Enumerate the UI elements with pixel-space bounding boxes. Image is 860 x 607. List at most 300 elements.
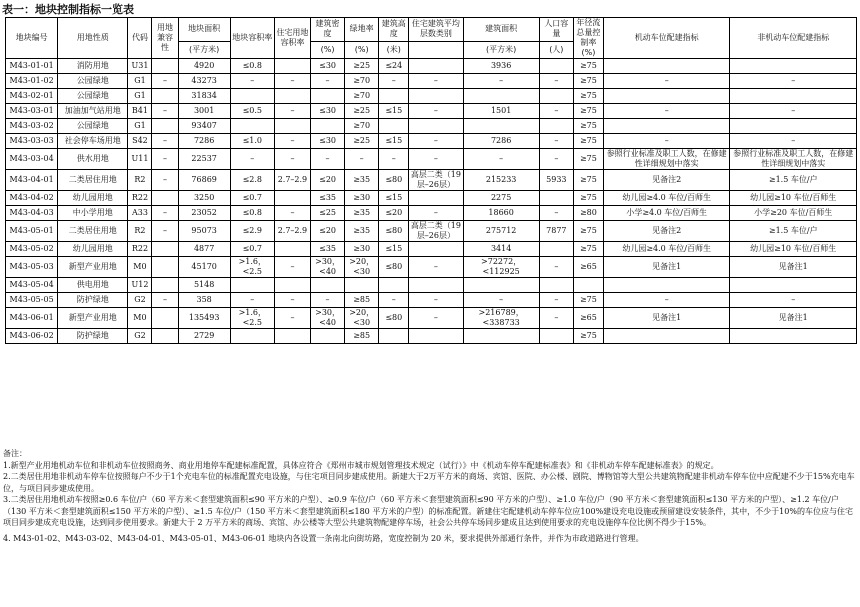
cell-id: M43-03-03 — [6, 134, 58, 149]
cell-area: 135493 — [178, 308, 230, 329]
cell-compat — [152, 242, 178, 257]
cell-green: ≥35 — [345, 170, 379, 191]
cell-far: ≤2.9 — [230, 221, 274, 242]
header-area-unit: (平方米) — [178, 41, 230, 58]
cell-code: G2 — [128, 293, 152, 308]
cell-use: 幼儿园用地 — [58, 191, 128, 206]
header-height-unit: (米) — [379, 41, 409, 58]
cell-motor — [603, 329, 729, 344]
cell-area: 2729 — [178, 329, 230, 344]
cell-id: M43-01-02 — [6, 74, 58, 89]
cell-density: ≤20 — [311, 221, 345, 242]
cell-use: 社会停车场用地 — [58, 134, 128, 149]
cell-floors: – — [409, 257, 463, 278]
cell-compat — [152, 329, 178, 344]
cell-rfar: – — [274, 206, 310, 221]
cell-motor — [603, 59, 729, 74]
cell-floors — [409, 119, 463, 134]
cell-area: 7286 — [178, 134, 230, 149]
cell-area: 4920 — [178, 59, 230, 74]
cell-nonmotor: 参照行业标准及职工人数，在修建性详细规划中落实 — [730, 149, 857, 170]
cell-id: M43-04-02 — [6, 191, 58, 206]
cell-nonmotor: 幼儿园≥10 车位/百师生 — [730, 242, 857, 257]
cell-motor: 幼儿园≥4.0 车位/百师生 — [603, 191, 729, 206]
cell-motor: – — [603, 134, 729, 149]
cell-compat: – — [152, 74, 178, 89]
cell-compat: – — [152, 206, 178, 221]
cell-floors: – — [409, 134, 463, 149]
cell-green: ≥25 — [345, 104, 379, 119]
cell-height — [379, 119, 409, 134]
cell-height: – — [379, 293, 409, 308]
cell-use: 公园绿地 — [58, 119, 128, 134]
header-green-unit: (%) — [345, 41, 379, 58]
cell-nonmotor — [730, 59, 857, 74]
cell-runoff: ≥75 — [573, 170, 603, 191]
cell-compat: – — [152, 170, 178, 191]
cell-rfar: – — [274, 134, 310, 149]
table-row — [6, 221, 857, 242]
cell-farea: 275712 — [463, 221, 539, 242]
header-land-use: 用地性质 — [58, 18, 128, 59]
cell-id: M43-02-01 — [6, 89, 58, 104]
cell-nonmotor: ≥1.5 车位/户 — [730, 170, 857, 191]
cell-rfar: – — [274, 74, 310, 89]
cell-height: ≤15 — [379, 191, 409, 206]
cell-motor — [603, 119, 729, 134]
cell-far: >1.6，<2.5 — [230, 257, 274, 278]
header-density-unit: (%) — [311, 41, 345, 58]
cell-id: M43-05-05 — [6, 293, 58, 308]
cell-motor — [603, 278, 729, 293]
cell-pop — [539, 242, 573, 257]
cell-far: – — [230, 149, 274, 170]
cell-code: M0 — [128, 308, 152, 329]
cell-nonmotor: – — [730, 134, 857, 149]
cell-motor: – — [603, 104, 729, 119]
cell-height: ≤15 — [379, 242, 409, 257]
cell-compat — [152, 59, 178, 74]
table-row — [6, 278, 857, 293]
cell-pop: – — [539, 104, 573, 119]
cell-farea: – — [463, 149, 539, 170]
cell-farea: – — [463, 74, 539, 89]
cell-green: ≥25 — [345, 59, 379, 74]
cell-rfar: – — [274, 293, 310, 308]
note-3: 3.二类居住用地机动车按照≥0.6 车位/户（60 平方米＜套型建筑面积≤90 平方米的户型）、≥0.9 车位/户（60 平方米＜套型建筑面积≤90 平方米的户型）、≥1.0 车位/户（90 平方米＜套型建筑面积≤130 平方米的户型）、≥1.2 车位/户（130 平方米＜套型建筑面积≤150 平方米的户型）、≥1.5 车位/户（150 平方米＜套型建筑面积≤180 平方米的户型）的标准配置。新建住宅配建机动车停车位应100%建设充电设施或预留建设安装条件，其中，不少于10%的车位应与住宅项目同步建成充电设施，达到同步使用要求。新建大于 2 万平方米的商场、宾馆、办公楼等大型公共建筑物配建停车场，社会公共停车场同步建成且达到使用要求的充电设施停车位比例不得少于15%。 — [3, 495, 853, 527]
cell-use: 二类居住用地 — [58, 221, 128, 242]
cell-density: ≤20 — [311, 170, 345, 191]
cell-motor: 见备注1 — [603, 308, 729, 329]
cell-green: ≥30 — [345, 242, 379, 257]
cell-id: M43-04-03 — [6, 206, 58, 221]
cell-compat — [152, 191, 178, 206]
cell-floors: 高层二类（19层–26层） — [410, 170, 461, 189]
cell-id: M43-05-02 — [6, 242, 58, 257]
cell-area: 95073 — [178, 221, 230, 242]
cell-code: S42 — [128, 134, 152, 149]
header-area: 地块面积 — [178, 18, 230, 42]
cell-runoff: ≥75 — [573, 242, 603, 257]
cell-height: ≤24 — [379, 59, 409, 74]
cell-compat: – — [152, 104, 178, 119]
cell-code: R22 — [128, 242, 152, 257]
cell-floors — [409, 329, 463, 344]
cell-area: 3250 — [178, 191, 230, 206]
table-row — [6, 89, 857, 104]
table-row — [6, 242, 857, 257]
cell-area: 23052 — [178, 206, 230, 221]
cell-runoff: ≥75 — [573, 119, 603, 134]
cell-id: M43-06-01 — [6, 308, 58, 329]
cell-code: G2 — [128, 329, 152, 344]
cell-floors: – — [409, 293, 463, 308]
cell-pop: – — [539, 257, 573, 278]
cell-area: 76869 — [178, 170, 230, 191]
cell-far — [230, 278, 274, 293]
cell-floors: – — [409, 74, 463, 89]
cell-pop — [539, 59, 573, 74]
cell-pop: – — [539, 149, 573, 170]
cell-pop — [539, 119, 573, 134]
cell-green — [345, 278, 379, 293]
cell-density: – — [311, 149, 345, 170]
cell-rfar — [274, 278, 310, 293]
cell-far: ≤0.5 — [230, 104, 274, 119]
cell-use: 供电用地 — [58, 278, 128, 293]
cell-farea — [463, 119, 539, 134]
cell-runoff: ≥65 — [573, 257, 603, 278]
cell-motor: – — [603, 293, 729, 308]
cell-height — [379, 89, 409, 104]
cell-use: 加油加气站用地 — [58, 104, 128, 119]
cell-use: 防护绿地 — [58, 329, 128, 344]
cell-density: ≤30 — [311, 59, 345, 74]
cell-farea: – — [463, 293, 539, 308]
cell-code: R2 — [128, 170, 152, 191]
cell-green: ≥30 — [345, 191, 379, 206]
table-row — [6, 206, 857, 221]
cell-floors: – — [409, 104, 463, 119]
table-row — [6, 170, 857, 191]
cell-area: 31834 — [178, 89, 230, 104]
table-row — [6, 104, 857, 119]
cell-green: >20，<30 — [345, 308, 379, 329]
cell-compat — [152, 308, 178, 329]
cell-nonmotor: – — [730, 104, 857, 119]
cell-code: A33 — [128, 206, 152, 221]
cell-compat — [152, 89, 178, 104]
table-row — [6, 134, 857, 149]
cell-code: U11 — [128, 149, 152, 170]
cell-density: ≤35 — [311, 191, 345, 206]
cell-rfar — [274, 89, 310, 104]
cell-far — [230, 329, 274, 344]
note-title: 备注： — [3, 449, 27, 458]
cell-density: >30，<40 — [311, 257, 345, 278]
cell-height — [379, 278, 409, 293]
cell-id: M43-03-02 — [6, 119, 58, 134]
cell-farea — [463, 89, 539, 104]
cell-nonmotor: – — [730, 74, 857, 89]
cell-use: 供水用地 — [58, 149, 128, 170]
cell-far: ≤2.8 — [230, 170, 274, 191]
cell-use: 幼儿园用地 — [58, 242, 128, 257]
cell-code: B41 — [128, 104, 152, 119]
cell-nonmotor: 幼儿园≥10 车位/百师生 — [730, 191, 857, 206]
cell-runoff: ≥75 — [573, 221, 603, 242]
cell-use: 公园绿地 — [58, 89, 128, 104]
cell-nonmotor: 小学≥20 车位/百师生 — [730, 206, 857, 221]
cell-height: ≤80 — [379, 170, 409, 191]
cell-green: ≥70 — [345, 74, 379, 89]
cell-density: ≤30 — [311, 104, 345, 119]
cell-runoff: ≥80 — [573, 206, 603, 221]
cell-floors — [409, 89, 463, 104]
header-green: 绿地率 — [345, 18, 379, 42]
cell-green: ≥70 — [345, 119, 379, 134]
cell-runoff: ≥75 — [573, 59, 603, 74]
cell-id: M43-04-01 — [6, 170, 58, 191]
cell-area: 45170 — [178, 257, 230, 278]
cell-far — [230, 119, 274, 134]
cell-nonmotor: 见备注1 — [730, 308, 857, 329]
cell-nonmotor: ≥1.5 车位/户 — [730, 221, 857, 242]
cell-id: M43-01-01 — [6, 59, 58, 74]
cell-green: ≥35 — [345, 206, 379, 221]
cell-pop — [539, 191, 573, 206]
cell-pop: – — [539, 206, 573, 221]
cell-runoff: ≥75 — [573, 191, 603, 206]
cell-far: ≤0.7 — [230, 191, 274, 206]
header-floor-area: 建筑面积 — [463, 18, 539, 42]
cell-use: 新型产业用地 — [58, 308, 128, 329]
cell-far: – — [230, 74, 274, 89]
cell-far: – — [230, 293, 274, 308]
cell-area: 3001 — [178, 104, 230, 119]
cell-green: ≥70 — [345, 89, 379, 104]
cell-code: M0 — [128, 257, 152, 278]
cell-rfar — [274, 191, 310, 206]
header-population-unit: (人) — [539, 41, 573, 58]
header-motor: 机动车位配建指标 — [603, 18, 729, 59]
cell-rfar: – — [274, 257, 310, 278]
cell-farea: 215233 — [463, 170, 539, 191]
cell-area: 358 — [178, 293, 230, 308]
cell-rfar — [274, 242, 310, 257]
cell-nonmotor — [730, 278, 857, 293]
cell-floors: – — [409, 149, 463, 170]
cell-height: – — [379, 74, 409, 89]
cell-compat — [152, 119, 178, 134]
note-1: 1.新型产业用地机动车位和非机动车位按照商务、商业用地停车配建标准配置，具体应符合《郑州市城市规划管理技术规定（试行）》中《机动车停车配建标准表》和《非机动车停车配建标准表》的规定。 — [3, 460, 719, 470]
cell-area: 4877 — [178, 242, 230, 257]
cell-use: 二类居住用地 — [58, 170, 128, 191]
cell-pop: – — [539, 134, 573, 149]
cell-code: G1 — [128, 74, 152, 89]
cell-rfar: – — [274, 308, 310, 329]
cell-far: ≤0.8 — [230, 206, 274, 221]
cell-farea — [463, 329, 539, 344]
table-row — [6, 59, 857, 74]
note-2: 2.二类居住用地非机动车停车位按照每户不少于1个充电车位的标准配置充电设施，与住宅项目同步建成使用。新建大于2万平方米的商场、宾馆、医院、办公楼、剧院、博物馆等大型公共建筑物配建非机动车停车位中应配建不少于15%充电车位，与项目同步建成使用。 — [3, 472, 855, 493]
cell-use: 中小学用地 — [58, 206, 128, 221]
cell-rfar — [274, 329, 310, 344]
cell-density: – — [311, 293, 345, 308]
cell-id: M43-05-03 — [6, 257, 58, 278]
cell-density — [311, 278, 345, 293]
header-far: 地块容积率 — [230, 18, 274, 59]
cell-pop: – — [539, 308, 573, 329]
cell-code: U31 — [128, 59, 152, 74]
header-res-far: 住宅用地容积率 — [274, 18, 310, 59]
cell-pop: 5933 — [539, 170, 573, 191]
cell-farea: >216789，<338733 — [463, 308, 539, 329]
table-row — [6, 257, 857, 278]
cell-height: ≤20 — [379, 206, 409, 221]
table-row — [6, 329, 857, 344]
cell-use: 消防用地 — [58, 59, 128, 74]
cell-area: 22537 — [178, 149, 230, 170]
cell-runoff: ≥75 — [573, 104, 603, 119]
cell-density: ≤25 — [311, 206, 345, 221]
note-4: 4. M43-01-02、M43-03-02、M43-04-01、M43-05-01、M43-06-01 地块内各设置一条南北向街坊路，宽度控制为 20 米，要求提供外部通行条件，并作为市政道路进行管理。 — [3, 533, 644, 543]
cell-far: ≤0.7 — [230, 242, 274, 257]
header-nonmotor: 非机动车位配建指标 — [730, 18, 857, 59]
cell-code: R2 — [128, 221, 152, 242]
header-height: 建筑高度 — [379, 18, 409, 42]
cell-runoff: ≥75 — [573, 149, 603, 170]
header-density: 建筑密度 — [311, 18, 345, 42]
cell-green: ≥85 — [345, 293, 379, 308]
cell-area: 5148 — [178, 278, 230, 293]
cell-density — [311, 89, 345, 104]
cell-height: ≤15 — [379, 134, 409, 149]
cell-area: 93407 — [178, 119, 230, 134]
header-floor-area-unit: (平方米) — [463, 41, 539, 58]
cell-farea: 18660 — [463, 206, 539, 221]
header-res-floors-blank — [409, 41, 463, 58]
header-res-floors: 住宅建筑平均层数类别 — [409, 18, 463, 42]
cell-compat: – — [152, 149, 178, 170]
cell-farea — [463, 278, 539, 293]
cell-compat: – — [152, 221, 178, 242]
cell-farea: 7286 — [463, 134, 539, 149]
cell-use: 公园绿地 — [58, 74, 128, 89]
cell-rfar: 2.7–2.9 — [274, 170, 310, 191]
cell-green: ≥35 — [345, 221, 379, 242]
cell-area: 43273 — [178, 74, 230, 89]
cell-height: – — [379, 149, 409, 170]
cell-motor: 小学≥4.0 车位/百师生 — [603, 206, 729, 221]
header-population: 人口容量 — [539, 18, 573, 42]
cell-density: ≤35 — [311, 242, 345, 257]
cell-id: M43-05-01 — [6, 221, 58, 242]
cell-pop: – — [539, 74, 573, 89]
cell-use: 新型产业用地 — [58, 257, 128, 278]
cell-id: M43-06-02 — [6, 329, 58, 344]
cell-far: ≤1.0 — [230, 134, 274, 149]
cell-runoff — [573, 278, 603, 293]
cell-rfar: 2.7–2.9 — [274, 221, 310, 242]
cell-floors — [409, 242, 463, 257]
cell-runoff: ≥75 — [573, 329, 603, 344]
cell-farea: 1501 — [463, 104, 539, 119]
cell-runoff: ≥75 — [573, 74, 603, 89]
cell-motor: 参照行业标准及职工人数，在修建性详细规划中落实 — [603, 149, 729, 170]
cell-height: ≤80 — [379, 308, 409, 329]
cell-farea: >72272，<112925 — [463, 257, 539, 278]
cell-pop: 7877 — [539, 221, 573, 242]
cell-motor — [603, 89, 729, 104]
cell-density: – — [311, 74, 345, 89]
cell-density: >30，<40 — [311, 308, 345, 329]
cell-pop — [539, 329, 573, 344]
cell-id: M43-05-04 — [6, 278, 58, 293]
cell-runoff: ≥65 — [573, 308, 603, 329]
cell-compat: – — [152, 134, 178, 149]
header-compatible: 用地兼容性 — [152, 18, 178, 59]
cell-code: U12 — [128, 278, 152, 293]
cell-use: 防护绿地 — [58, 293, 128, 308]
cell-floors: 高层二类（19层–26层） — [410, 221, 461, 240]
cell-density — [311, 329, 345, 344]
cell-runoff: ≥75 — [573, 293, 603, 308]
cell-id: M43-03-01 — [6, 104, 58, 119]
cell-floors: – — [409, 308, 463, 329]
cell-far — [230, 89, 274, 104]
table-row — [6, 119, 857, 134]
cell-rfar — [274, 59, 310, 74]
table-row — [6, 149, 857, 170]
table-row — [6, 293, 857, 308]
header-plot-no: 地块编号 — [6, 18, 58, 59]
cell-height: ≤80 — [379, 221, 409, 242]
cell-nonmotor — [730, 89, 857, 104]
cell-code: G1 — [128, 119, 152, 134]
control-index-table — [5, 17, 857, 344]
cell-motor: 幼儿园≥4.0 车位/百师生 — [603, 242, 729, 257]
cell-far: >1.6，<2.5 — [230, 308, 274, 329]
cell-pop: – — [539, 293, 573, 308]
cell-height — [379, 329, 409, 344]
cell-height: ≤80 — [379, 257, 409, 278]
cell-motor: 见备注2 — [603, 221, 729, 242]
table-row — [6, 308, 857, 329]
cell-compat: – — [152, 293, 178, 308]
cell-motor: 见备注2 — [603, 170, 729, 191]
cell-motor: 见备注1 — [603, 257, 729, 278]
page-title: 表一：地块控制指标一览表 — [2, 3, 134, 16]
cell-green: – — [345, 149, 379, 170]
cell-height: ≤15 — [379, 104, 409, 119]
cell-floors: – — [409, 206, 463, 221]
cell-far: ≤0.8 — [230, 59, 274, 74]
cell-nonmotor — [730, 329, 857, 344]
cell-compat — [152, 278, 178, 293]
notes — [3, 448, 855, 544]
cell-density — [311, 119, 345, 134]
cell-pop — [539, 278, 573, 293]
cell-compat — [152, 257, 178, 278]
cell-nonmotor — [730, 119, 857, 134]
table-row — [6, 74, 857, 89]
cell-green: >20，<30 — [345, 257, 379, 278]
cell-floors — [409, 59, 463, 74]
cell-motor: – — [603, 74, 729, 89]
cell-density: ≤30 — [311, 134, 345, 149]
cell-floors — [409, 278, 463, 293]
